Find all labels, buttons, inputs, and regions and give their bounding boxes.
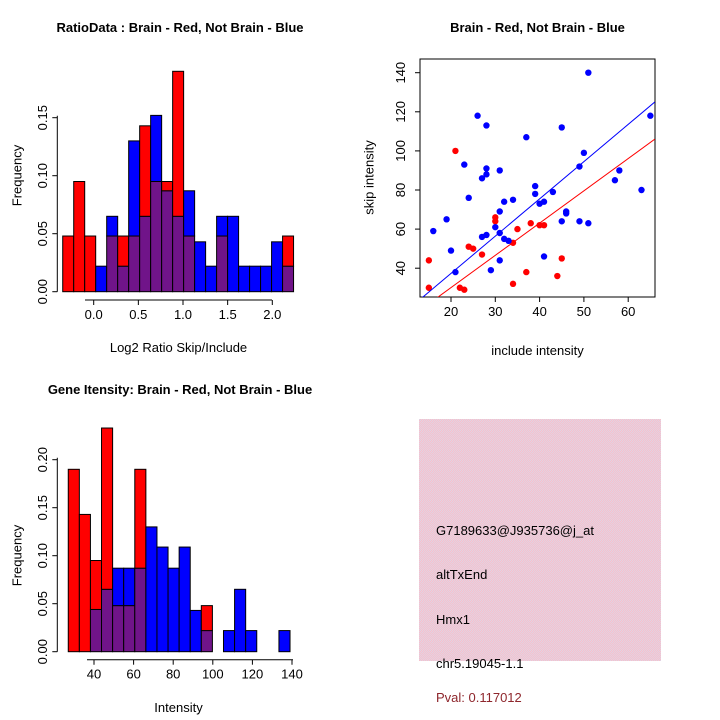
hist-bar-overlap — [201, 631, 212, 652]
hist-bar-overlap — [162, 191, 173, 292]
scatter-point-blue — [563, 210, 569, 216]
scatter-point-red — [528, 220, 534, 226]
scatter-point-blue — [523, 134, 529, 140]
hist-bar — [151, 115, 162, 181]
hist-bar — [223, 631, 234, 652]
hist-bar — [246, 631, 257, 652]
scatter-point-red — [452, 148, 458, 154]
x-tick-label: 20 — [443, 304, 459, 319]
hist-bar — [79, 514, 90, 651]
hist-bar — [184, 191, 195, 236]
hist-bar-overlap — [135, 568, 146, 652]
intensity-scatter-plot — [360, 0, 720, 360]
scatter-point-blue — [638, 187, 644, 193]
hist-bar — [118, 236, 129, 266]
hist-bar — [102, 428, 113, 589]
hist-bar-overlap — [107, 236, 118, 292]
hist-bar-overlap — [113, 606, 124, 652]
x-tick-label: 50 — [576, 304, 592, 319]
hist-bar — [85, 236, 96, 292]
hist-bar-overlap — [184, 236, 195, 292]
hist-bar — [96, 266, 107, 292]
y-tick-label: 0.15 — [35, 105, 50, 131]
ratio-histogram-title: RatioData : Brain - Red, Not Brain - Blue — [56, 20, 304, 35]
hist-bar — [195, 242, 206, 292]
hist-bar — [129, 141, 140, 236]
scatter-point-blue — [510, 197, 516, 203]
scatter-point-blue — [497, 208, 503, 214]
scatter-point-red — [461, 287, 467, 293]
event-type-text: altTxEnd — [436, 567, 488, 582]
hist-bar-overlap — [140, 216, 151, 291]
ratio-histogram-panel — [0, 0, 360, 360]
y-tick-label: 0.05 — [35, 221, 50, 247]
hist-bar — [250, 266, 261, 292]
hist-bar-overlap — [129, 236, 140, 292]
hist-bar — [146, 527, 157, 652]
hist-bar — [63, 236, 74, 292]
y-tick-label: 40 — [393, 260, 408, 276]
gene-intensity-histogram-title: Gene Itensity: Brain - Red, Not Brain - Blue — [47, 382, 313, 397]
scatter-point-blue — [483, 232, 489, 238]
hist-bar — [206, 266, 217, 292]
y-tick-label: 0.10 — [35, 163, 50, 189]
scatter-point-blue — [559, 124, 565, 130]
y-tick-label: 80 — [393, 182, 408, 198]
intensity-scatter-panel — [360, 0, 720, 360]
hist-bar-overlap — [124, 606, 135, 652]
scatter-point-blue — [474, 113, 480, 119]
hist-bar — [135, 469, 146, 568]
x-tick-label: 60 — [126, 666, 141, 682]
hist-bar — [235, 589, 246, 651]
hist-bar — [261, 266, 272, 292]
intensity-scatter-y-axis-label: skip intensity — [361, 140, 377, 215]
plot-box — [420, 59, 655, 297]
scatter-point-red — [559, 255, 565, 261]
regression-line-red — [427, 139, 655, 305]
scatter-point-blue — [541, 253, 547, 259]
scatter-point-red — [492, 218, 498, 224]
gene-intensity-histogram-y-axis-label: Frequency — [9, 524, 25, 587]
regression-line-blue — [420, 102, 655, 299]
y-tick-label: 0.10 — [35, 543, 50, 569]
x-tick-label: 0.5 — [129, 307, 148, 322]
scatter-point-red — [541, 222, 547, 228]
scatter-point-blue — [576, 218, 582, 224]
gene-intensity-histogram-x-axis-label: Intensity — [154, 700, 203, 715]
scatter-point-red — [523, 269, 529, 275]
hist-bar — [162, 182, 173, 191]
gene-info-box — [419, 419, 661, 705]
y-tick-label: 0.15 — [35, 495, 50, 521]
y-tick-label: 0.00 — [35, 279, 50, 305]
scatter-point-red — [514, 226, 520, 232]
scatter-point-blue — [585, 220, 591, 226]
scatter-point-blue — [647, 113, 653, 119]
scatter-point-blue — [612, 177, 618, 183]
hist-bar — [113, 568, 124, 605]
hist-bar-overlap — [173, 216, 184, 291]
x-tick-label: 1.0 — [173, 307, 193, 322]
ratio-histogram-plot — [0, 0, 360, 360]
probe-id-text: G7189633@J935736@j_at — [436, 523, 594, 538]
hist-bar-overlap — [90, 609, 101, 651]
x-tick-label: 60 — [620, 304, 636, 319]
scatter-point-blue — [443, 216, 449, 222]
scatter-point-blue — [479, 175, 485, 181]
gene-info-panel — [360, 360, 720, 720]
scatter-point-blue — [483, 122, 489, 128]
intensity-scatter-title: Brain - Red, Not Brain - Blue — [450, 20, 625, 35]
ratio-histogram-y-axis-label: Frequency — [9, 144, 25, 207]
x-tick-label: 1.5 — [218, 307, 237, 322]
intensity-scatter-x-axis-label: include intensity — [491, 343, 584, 358]
pval-text: Pval: 0.117012 — [436, 690, 522, 705]
scatter-point-blue — [461, 161, 467, 167]
hist-bar-overlap — [217, 236, 228, 292]
scatter-point-blue — [559, 218, 565, 224]
scatter-point-red — [426, 257, 432, 263]
x-tick-label: 140 — [281, 666, 303, 682]
scatter-point-blue — [532, 191, 538, 197]
scatter-point-blue — [585, 70, 591, 76]
x-tick-label: 40 — [532, 304, 547, 319]
scatter-point-blue — [581, 150, 587, 156]
x-tick-label: 100 — [201, 666, 224, 682]
scatter-point-blue — [576, 163, 582, 169]
hist-bar — [68, 469, 79, 651]
ratio-histogram-x-axis-label: Log2 Ratio Skip/Include — [109, 340, 248, 355]
hist-bar — [90, 561, 101, 610]
x-tick-label: 0.0 — [84, 307, 103, 322]
gene-intensity-histogram-panel — [0, 360, 360, 720]
scatter-point-blue — [536, 200, 542, 206]
scatter-point-blue — [466, 195, 472, 201]
scatter-point-red — [554, 273, 560, 279]
scatter-point-blue — [616, 167, 622, 173]
scatter-point-red — [470, 245, 476, 251]
scatter-point-blue — [501, 199, 507, 205]
hist-bar — [107, 216, 118, 236]
hist-bar — [283, 236, 294, 266]
hist-bar — [140, 126, 151, 216]
y-tick-label: 0.05 — [35, 591, 50, 617]
hist-bar — [228, 216, 239, 291]
hist-bar — [190, 610, 201, 651]
x-tick-label: 2.0 — [263, 307, 282, 322]
hist-bar — [217, 216, 228, 236]
hist-bar — [124, 568, 135, 605]
hist-bar — [272, 242, 283, 292]
hist-bar — [179, 547, 190, 652]
scatter-point-red — [510, 281, 516, 287]
hist-bar-overlap — [118, 266, 129, 292]
locus-text: chr5.19045-1.1 — [436, 656, 524, 671]
x-tick-label: 80 — [165, 666, 181, 682]
hist-bar — [239, 266, 250, 292]
hist-bar — [157, 547, 168, 652]
x-tick-label: 30 — [488, 304, 503, 319]
x-tick-label: 40 — [86, 666, 102, 682]
scatter-point-blue — [448, 247, 454, 253]
y-tick-label: 60 — [393, 221, 408, 237]
y-tick-label: 100 — [393, 140, 408, 162]
scatter-point-blue — [483, 165, 489, 171]
hist-bar — [201, 606, 212, 631]
scatter-point-blue — [505, 238, 511, 244]
scatter-point-red — [479, 251, 485, 257]
scatter-point-blue — [497, 167, 503, 173]
gene-intensity-histogram-plot — [0, 360, 360, 720]
hist-bar — [74, 182, 85, 292]
scatter-point-blue — [430, 228, 436, 234]
hist-bar-overlap — [151, 182, 162, 292]
hist-bar — [168, 568, 179, 652]
hist-bar — [173, 71, 184, 216]
y-tick-label: 140 — [393, 61, 408, 84]
y-tick-label: 0.00 — [35, 639, 50, 665]
hist-bar — [279, 631, 290, 652]
scatter-point-blue — [497, 257, 503, 263]
hist-bar-overlap — [102, 589, 113, 651]
gene-name-text: Hmx1 — [436, 612, 470, 627]
scatter-point-blue — [492, 224, 498, 230]
hist-bar-overlap — [283, 266, 294, 292]
x-tick-label: 120 — [241, 666, 264, 682]
y-tick-label: 120 — [393, 100, 408, 123]
y-tick-label: 0.20 — [35, 447, 50, 473]
scatter-point-blue — [532, 183, 538, 189]
scatter-point-blue — [488, 267, 494, 273]
